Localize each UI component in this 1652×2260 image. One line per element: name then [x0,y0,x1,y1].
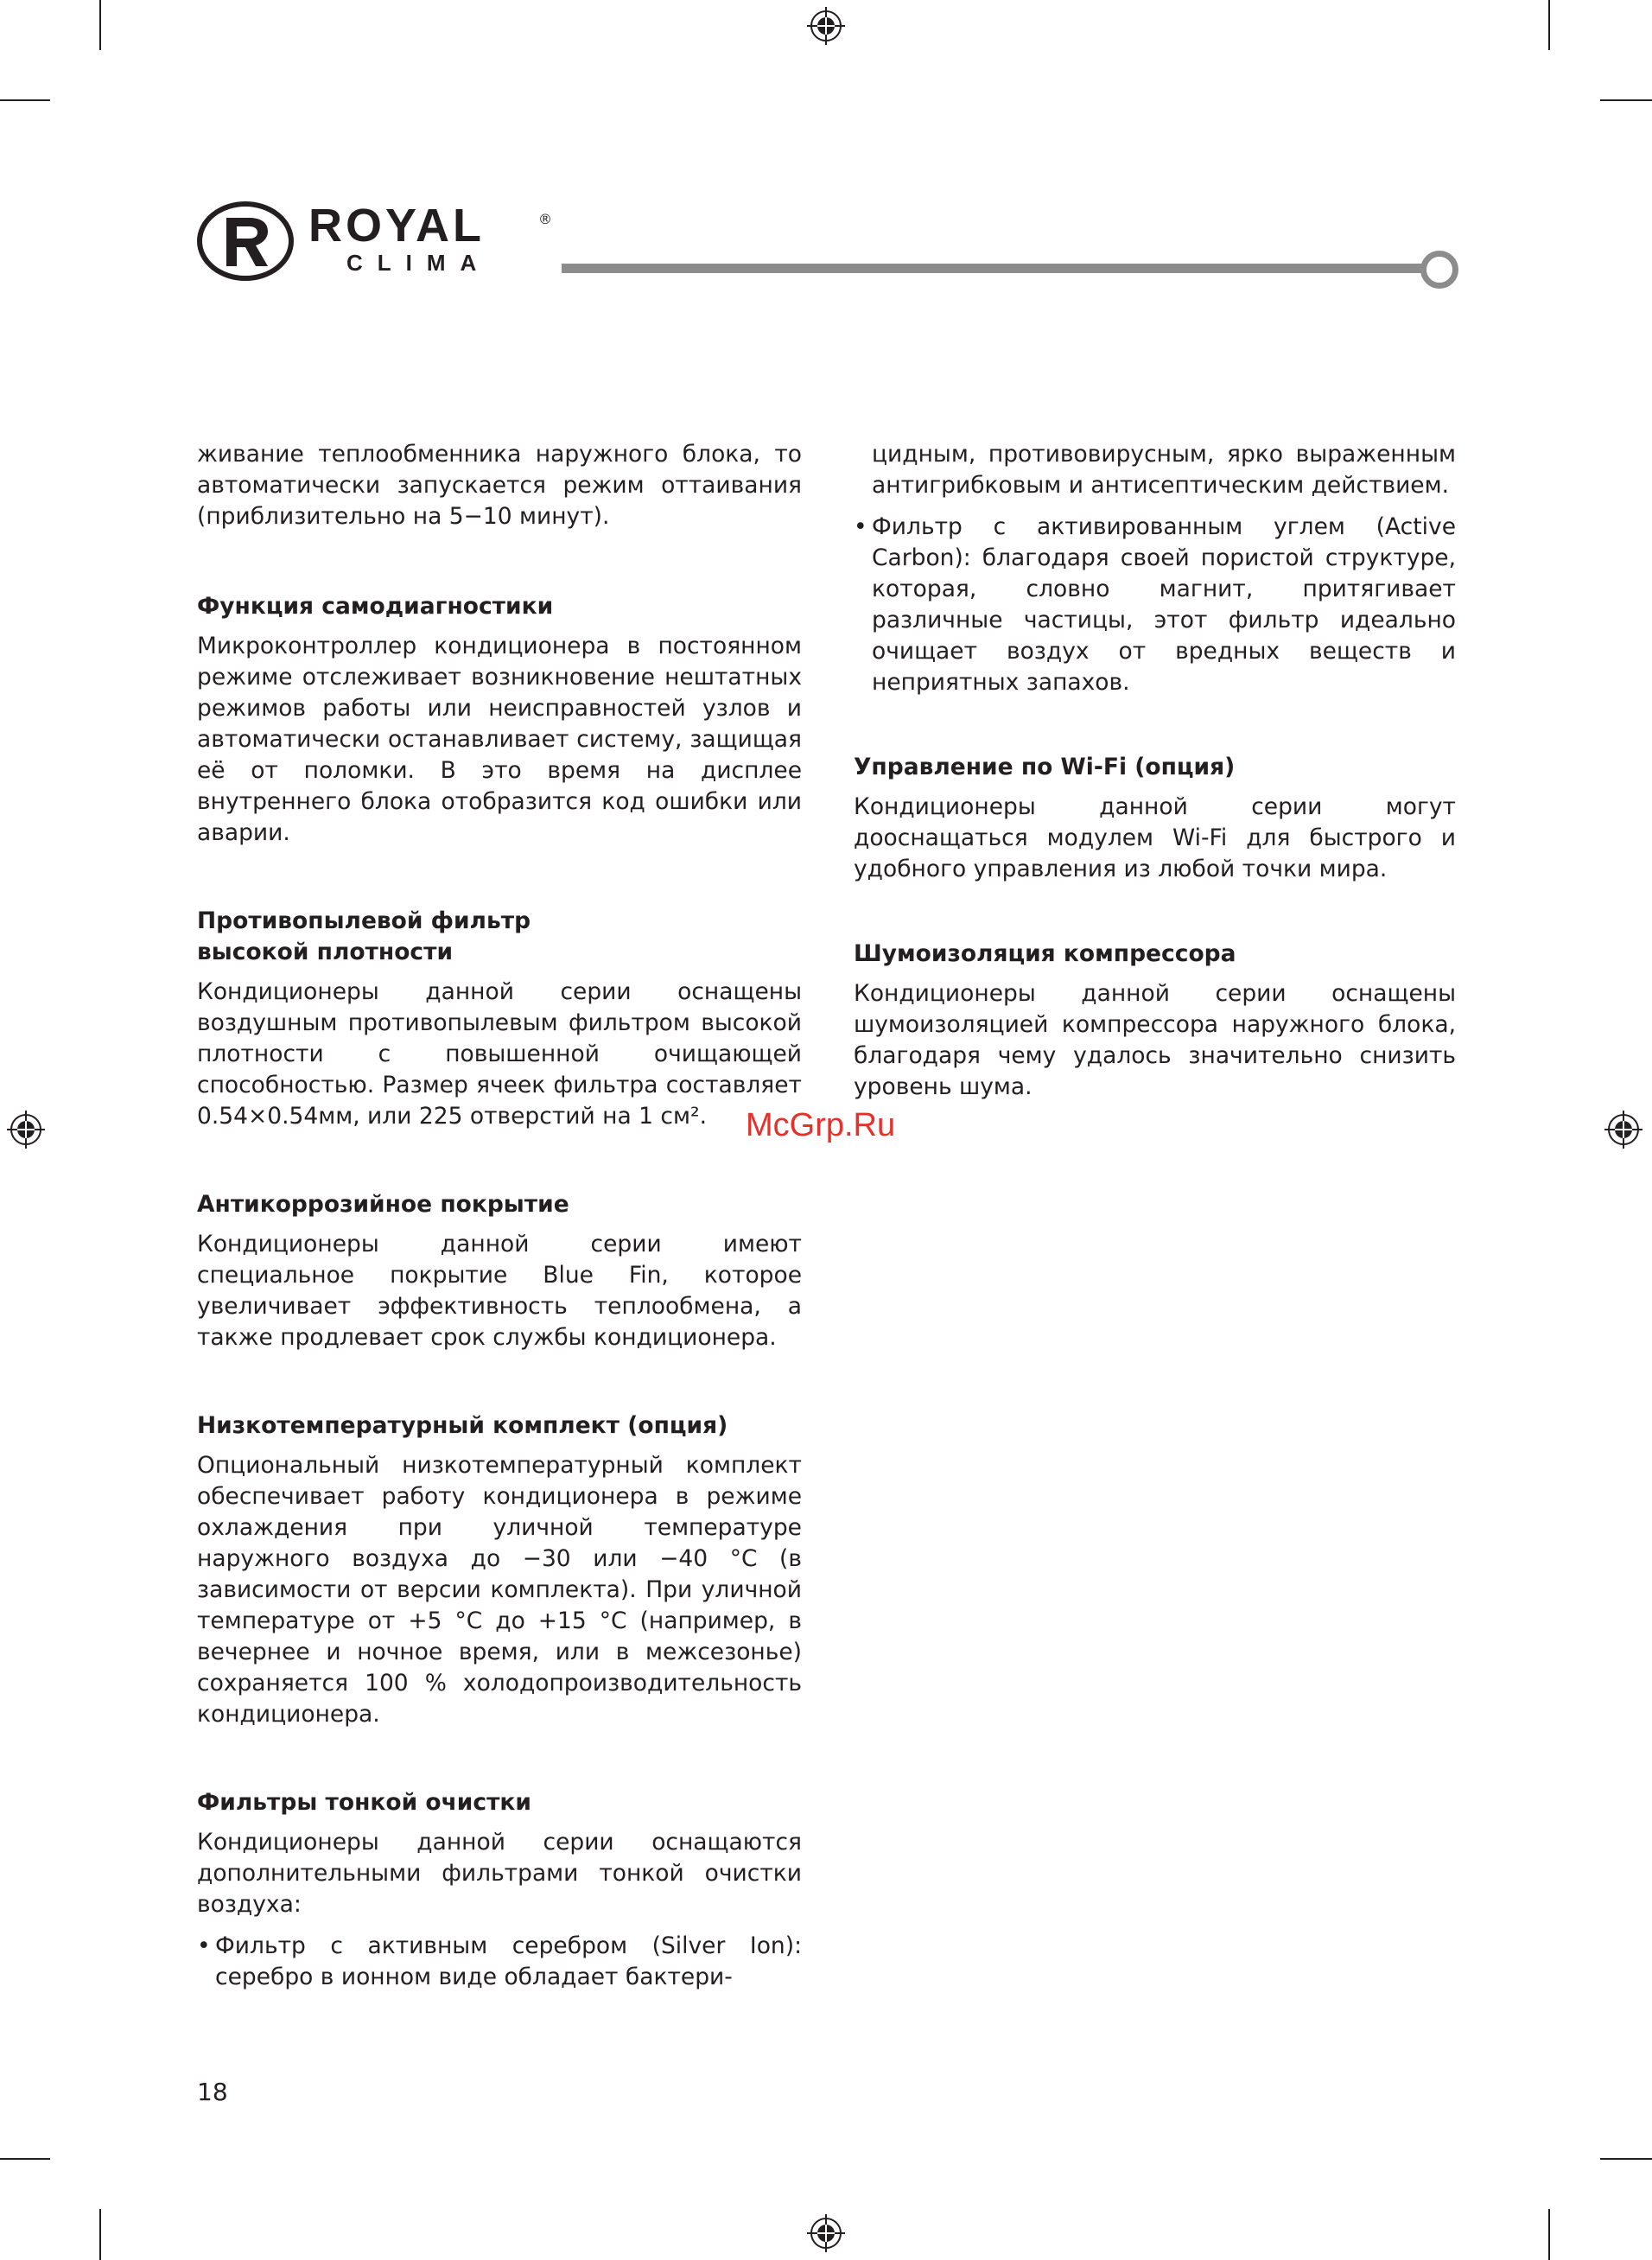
filter-list [854,512,1456,698]
section-text: Кондиционеры данной серии имеют специальное покрытие Blue Fin, которое увеличивает эффективность теплообмена, а также продлевает срок службы кондиционера. [197,1231,802,1351]
filter-list [197,1931,802,1993]
section-heading: Противопылевой фильтр высокой плотности [197,907,531,965]
page-number: 18 [197,2078,228,2106]
brand-name: ROYAL [308,200,486,251]
section-text: Кондиционеры данной серии оснащаются дополнительными фильтрами тонкой очистки воздуха: [197,1829,802,1918]
crop-mark [1548,2209,1550,2260]
section-text: Опциональный низкотемпературный комплект обеспечивает работу кондиционера в режиме охлаждения при уличной температуре наружного воздуха до −30 или −40 °С (в зависимости от версии комплекта). При уличной температуре от +5 °С до +15 °С (например, в вечернее и ночное время, или в межсезонье) сохраняется 100 % холодопроизводительность кондиционера. [197,1452,802,1728]
section-heading: Фильтры тонкой очистки [197,1789,531,1816]
crop-mark [99,2209,101,2260]
header-rule [562,264,1421,273]
crop-mark [0,2158,50,2160]
crop-mark [99,0,101,50]
royal-clima-logo-icon [197,201,294,282]
section-text: Кондиционеры данной серии могут дооснащаться модулем Wi-Fi для быстрого и удобного управления из любой точки мира. [854,793,1456,882]
crop-mark [1600,2158,1652,2160]
section-heading: Низкотемпературный комплект (опция) [197,1412,728,1439]
section-text: Микроконтроллер кондиционера в постоянном режиме отслеживает возникновение нештатных режимов работы или неисправностей узлов и автоматически останавливает систему, защищая её от поломки. В это время на дисплее внутреннего блока отобразится код ошибки или аварии. [197,633,802,846]
crop-mark [1600,99,1652,101]
section-heading: Антикоррозийное покрытие [197,1191,569,1218]
intro-paragraph: живание теплообменника наружного блока, то автоматически запускается режим оттаивания (приблизительно на 5−10 минут). [197,441,802,530]
list-item: • Фильтр с активированным углем (Active Carbon): благодаря своей пористой структуре, которая, словно магнит, притягивает различные частицы, этот фильтр идеально очищает воздух от вредных веществ и неприятных запахов. [854,512,1456,698]
section-text: Кондиционеры данной серии оснащены шумоизоляцией компрессора наружного блока, благодаря чему удалось значительно снизить уровень шума. [854,980,1456,1100]
crop-mark [1548,0,1550,50]
section-heading: Управление по Wi-Fi (опция) [854,754,1236,780]
registration-mark-icon [7,1111,45,1149]
registration-mark-icon [1604,1111,1642,1149]
right-column [854,439,1456,1103]
watermark: McGrp.Ru [746,1107,896,1143]
registration-mark-icon [807,2214,845,2252]
continuation-paragraph: цидным, противовирусным, ярко выраженным антигрибковым и антисептическим действием. [872,441,1456,499]
section-heading: Шумоизоляция компрессора [854,940,1236,967]
list-item: • Фильтр с активным серебром (Silver Ion): серебро в ионном виде обладает бактери- [197,1931,802,1993]
registration-mark-icon [807,7,845,45]
left-column [197,439,802,1993]
brand-subname: CLIMA [346,250,492,276]
section-heading: Функция самодиагностики [197,593,554,620]
section-text: Кондиционеры данной серии оснащены воздушным противопылевым фильтром высокой плотности с повышенной очищающей способностью. Размер ячеек фильтра составляет 0.54×0.54мм, или 225 отверстий на 1 см². [197,978,802,1130]
header-rule-end-icon [1420,251,1458,289]
registered-mark: ® [538,211,552,227]
crop-mark [0,99,50,101]
